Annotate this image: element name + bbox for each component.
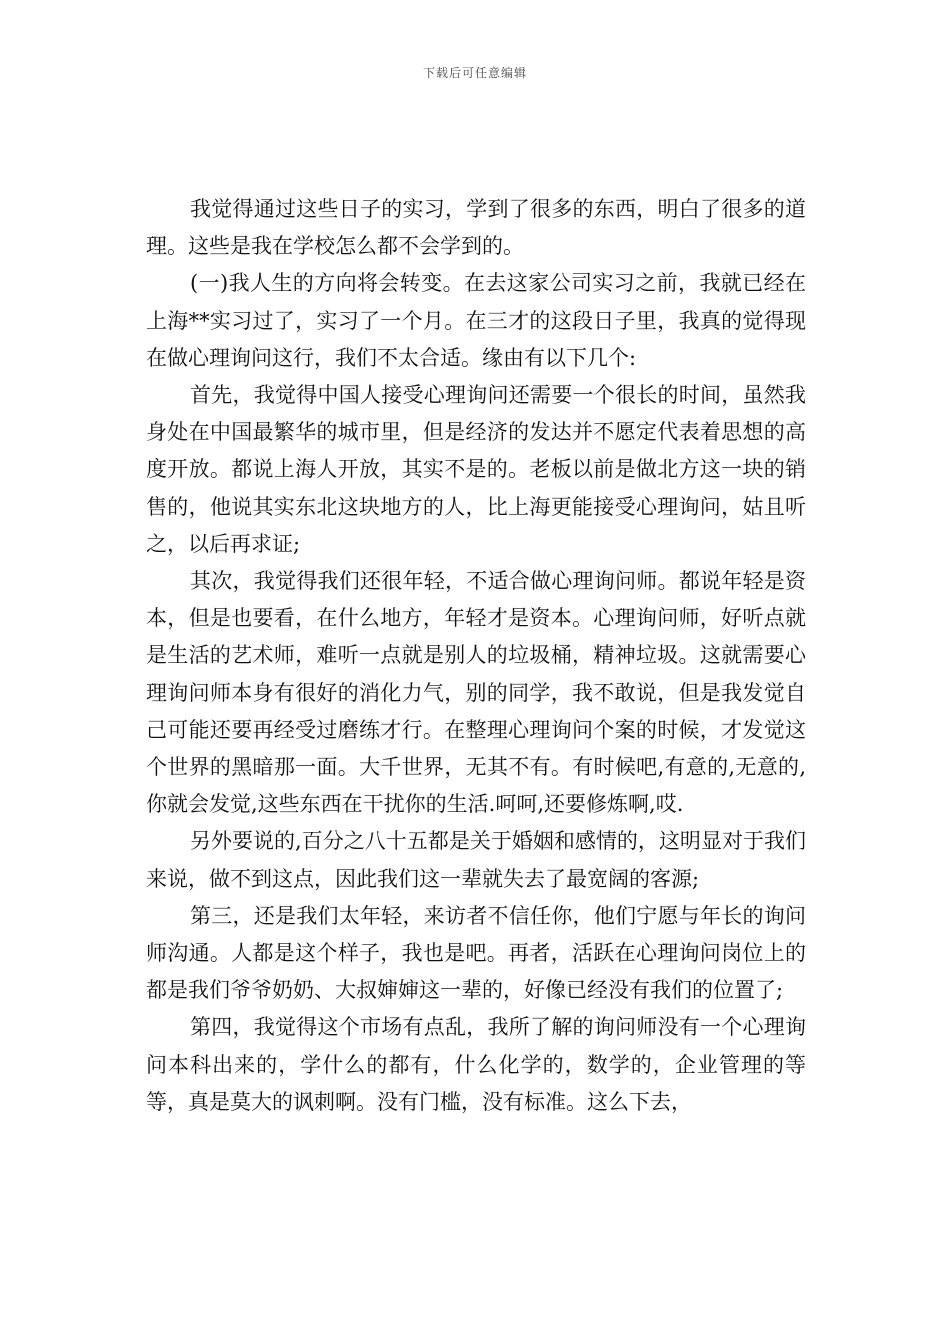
paragraph-internship-summary: 我觉得通过这些日子的实习，学到了很多的东西，明白了很多的道理。这些是我在学校怎么都不会学到的。 <box>146 197 806 259</box>
paragraph-fourth-reason: 第四，我觉得这个市场有点乱，我所了解的询问师没有一个心理询问本科出来的，学什么的都有，什么化学的，数学的，企业管理的等等，真是莫大的讽刺啊。没有门槛，没有标准。这么下去， <box>146 1015 806 1114</box>
document-body <box>146 191 806 1121</box>
paragraph-third-reason: 第三，还是我们太年轻，来访者不信任你，他们宁愿与年长的询问师沟通。人都是这个样子，我也是吧。再者，活跃在心理询问岗位上的都是我们爷爷奶奶、大叔婶婶这一辈的，好像已经没有我们的位置了; <box>146 903 806 1003</box>
paragraph-additional-note: 另外要说的,百分之八十五都是关于婚姻和感情的，这明显对于我们来说，做不到这点，因此我们这一辈就失去了最宽阔的客源; <box>146 829 806 891</box>
paragraph-direction-change: (一)我人生的方向将会转变。在去这家公司实习之前，我就已经在上海**实习过了，实习了一个月。在三才的这段日子里，我真的觉得现在做心理询问这行，我们不太合适。缘由有以下几个: <box>146 271 806 370</box>
paragraph-first-reason: 首先，我觉得中国人接受心理询问还需要一个很长的时间，虽然我身处在中国最繁华的城市里，但是经济的发达并不愿定代表着思想的高度开放。都说上海人开放，其实不是的。老板以前是做北方这一块的销售的，他说其实东北这块地方的人，比上海更能接受心理询问，姑且听之，以后再求证; <box>146 383 806 556</box>
paragraph-second-reason: 其次，我觉得我们还很年轻，不适合做心理询问师。都说年轻是资本，但是也要看，在什么地方，年轻才是资本。心理询问师，好听点就是生活的艺术师，难听一点就是别人的垃圾桶，精神垃圾。这就需要心理询问师本身有很好的消化力气，别的同学，我不敢说，但是我发觉自己可能还要再经受过磨练才行。在整理心理询问个案的时候，才发觉这个世界的黑暗那一面。大千世界，无其不有。有时候吧,有意的,无意的,你就会发觉,这些东西在干扰你的生活.呵呵,还要修炼啊,哎. <box>146 569 806 817</box>
page-header: 下载后可任意编辑 <box>422 66 527 80</box>
